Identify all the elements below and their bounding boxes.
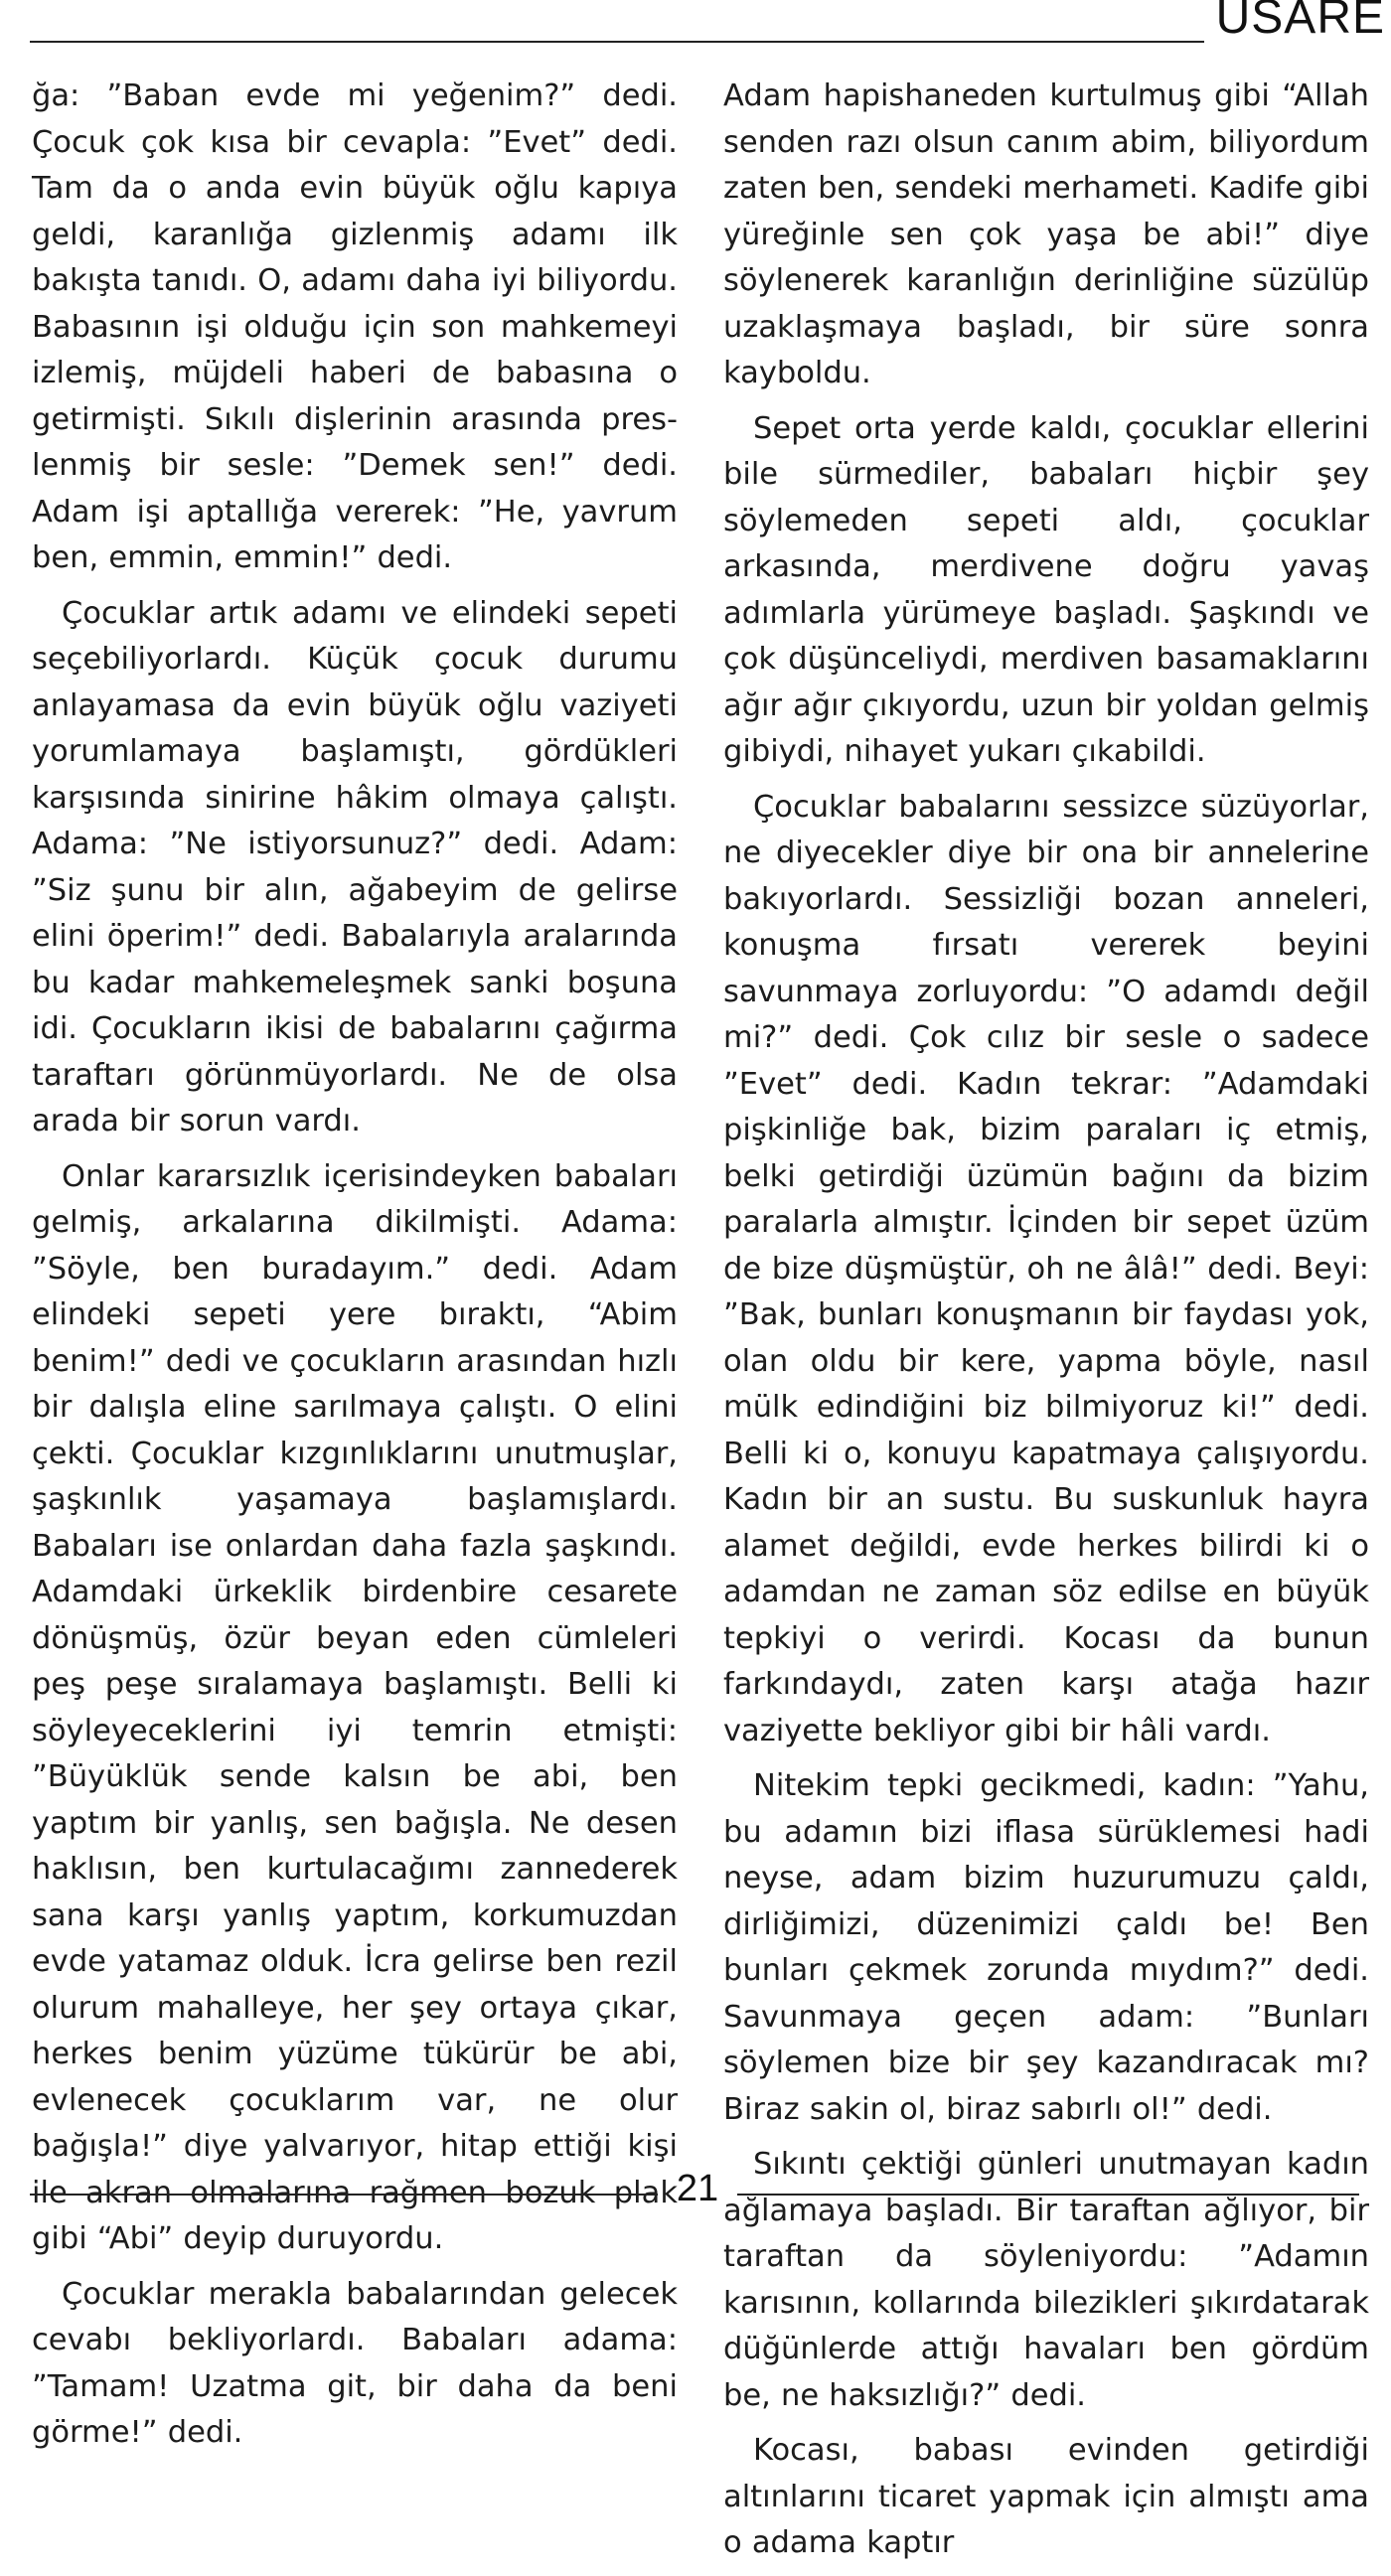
footer-rule-left	[30, 2194, 658, 2196]
magazine-name: USARE	[1215, 0, 1385, 44]
paragraph: Adam hapishaneden kurtulmuş gibi “Allah senden razı olsun canım abim, biliyordum zaten ben, sendeki merhameti. Kadife gibi yüreğinle sen çok yaşa be abi!” diye söylenerek karanlığın derinliğine süzülüp uzaklaşmaya başladı, bir süre sonra kayboldu.	[723, 78, 1369, 390]
footer-rule-right	[737, 2194, 1359, 2196]
paragraph: Onlar kararsızlık içerisindeyken babaları gelmiş, arkalarına dikilmişti. Adama: ”Söyle, ben buradayım.” dedi. Adam elindeki sepeti yere bıraktı, “Abim benim!” dedi ve çocukların arasından hızlı bir dalışla eline sarılmaya çalıştı. O elini çekti. Çocuklar kızgınlıklarını unutmuşlar, şaşkınlık yaşamaya başlamışlardı. Babaları ise onlardan daha fazla şaşkındı. Adamdaki ürkeklik birdenbire cesarete dönüşmüş, özür beyan eden cümleleri peş peşe sıralamaya başlamıştı. Belli ki söyleyeceklerini iyi temrin etmişti: ”Büyüklük sende kalsın be abi, ben yaptım bir yanlış, sen bağışla. Ne desen haklısın, ben kurtulacağımı zannederek sana karşı yanlış yaptım, korkumuzdan evde yatamaz olduk. İcra gelirse ben rezil olurum mahalleye, her şey ortaya çıkar, herkes benim yüzüme tükürür be abi, evlenecek çocuklarım var, ne olur bağışla!” diye yalvarıyor, hitap ettiği kişi ile akran olmalarına rağmen bozuk plak gibi “Abi” deyip duruyordu.	[32, 1158, 678, 2256]
paragraph: Nitekim tepki gecikmedi, kadın: ”Yahu, bu adamın bizi iflasa sürüklemesi hadi neyse, adam bizim huzurumuzu çaldı, dirliğimizi, düzenimizi çaldı be! Ben bunları çekmek zorunda mıydım?” dedi. Savunmaya geçen adam: ”Bunları söylemen bize bir şey kazandıracak mı? Biraz sakin ol, biraz sabırlı ol!” dedi.	[723, 1768, 1369, 2127]
paragraph: Çocuklar artık adamı ve elindeki sepeti seçebiliyorlardı. Küçük çocuk durumu anlayamasa da evin büyük oğlu vaziyeti yorumlamaya başlamıştı, gördükleri karşısında sinirine hâkim olmaya çalıştı. Adama: ”Ne istiyorsunuz?” dedi. Adam: ”Siz şunu bir alın, ağabeyim de gelirse elini öperim!” dedi. Babalarıyla aralarında bu kadar mahkemeleşmek sanki boşuna idi. Çocukların ikisi de babalarını çağırma taraftarı görünmüyorlardı. Ne de olsa arada bir sorun vardı.	[32, 595, 678, 1138]
page-number: 21	[676, 2168, 719, 2209]
right-column	[723, 74, 1369, 2576]
paragraph: Sıkıntı çektiği günleri unutmayan kadın ağlamaya başladı. Bir taraftan ağlıyor, bir taraftan da söyleniyordu: ”Adamın karısının, kollarında bilezikleri şıkırdatarak düğünlerde attığı havaları ben gördüm be, ne haksızlığı?” dedi.	[723, 2147, 1369, 2413]
paragraph: ğa: ”Baban evde mi yeğenim?” dedi. Çocuk çok kısa bir cevapla: ”Evet” dedi. Tam da o anda evin büyük oğlu kapıya geldi, karanlığa gizlenmiş adamı ilk bakışta tanıdı. O, adamı daha iyi biliyordu. Babasının işi olduğu için son mahkemeyi izlemiş, müjdeli haberi de babasına o getirmişti. Sıkılı dişlerinin arasında preslenmiş bir sesle: ”Demek sen!” dedi. Adam işi aptallığa vererek: ”He, yavrum ben, emmin, emmin!” dedi.	[32, 78, 678, 575]
paragraph: Çocuklar babalarını sessizce süzüyorlar, ne diyecekler diye bir ona bir annelerine bakıyorlardı. Sessizliği bozan anneleri, konuşma fırsatı vererek beyini savunmaya zorluyordu: ”O adamdı değil mi?” dedi. Çok cılız bir sesle o sadece ”Evet” dedi. Kadın tekrar: ”Adamdaki pişkinliğe bak, bizim paraları iç etmiş, belki getirdiği üzümün bağını da bizim paralarla almıştır. İçinden bir sepet üzüm de bize düşmüştür, oh ne âlâ!” dedi. Beyi: ”Bak, bunları konuşmanın bir faydası yok, olan oldu bir kere, yapma böyle, nasıl mülk edindiğini biz bilmiyoruz ki!” dedi. Belli ki o, konuyu kapatmaya çalışıyordu. Kadın bir an sustu. Bu suskunluk hayra alamet değildi, evde herkes bilirdi ki o adamdan ne zaman söz edilse en büyük tepkiyi o verirdi. Kocası da bunun farkındaydı, zaten karşı atağa hazır vaziyette bekliyor gibi bir hâli vardı.	[723, 789, 1369, 1748]
header-rule	[30, 41, 1204, 43]
paragraph: Sepet orta yerde kaldı, çocuklar ellerini bile sürmediler, babaları hiçbir şey söylemeden sepeti aldı, çocuklar arkasında, merdivene doğru yavaş adımlarla yürümeye başladı. Şaşkındı ve çok düşünceliydi, merdiven basamaklarını ağır ağır çıkıyordu, uzun bir yoldan gelmiş gibiydi, nihayet yukarı çıkabildi.	[723, 410, 1369, 769]
paragraph: Çocuklar merakla babalarından gelecek cevabı bekliyorlardı. Babaları adama: ”Tamam! Uzatma git, bir daha da beni görme!” dedi.	[32, 2276, 678, 2450]
paragraph: Kocası, babası evinden getirdiği altınlarını ticaret yapmak için almıştı ama o adama kaptır	[723, 2433, 1369, 2560]
left-column	[32, 74, 678, 2466]
